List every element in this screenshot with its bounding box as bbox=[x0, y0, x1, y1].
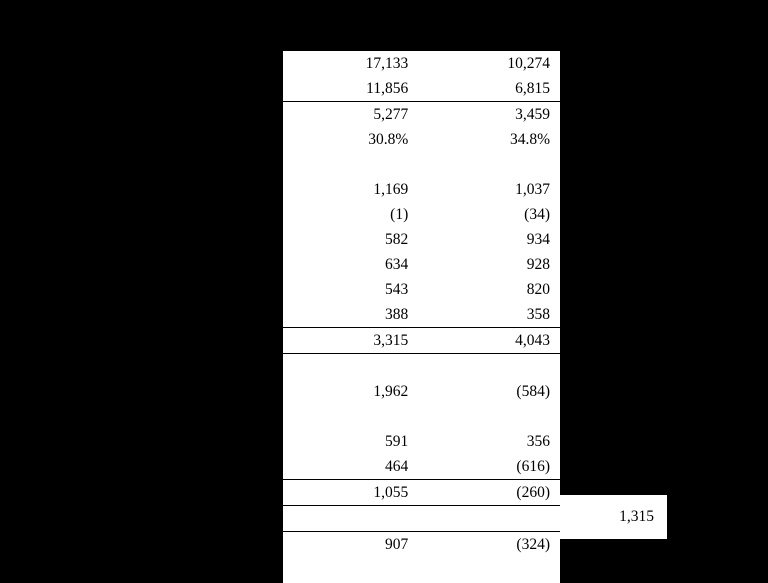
table-cell-value: 1,055 bbox=[283, 480, 424, 506]
table-cell-value: 356 bbox=[526, 433, 550, 450]
table-cell-empty bbox=[424, 354, 560, 380]
table-cell-value: 17,133 bbox=[283, 51, 424, 77]
table-row-subtotal bbox=[283, 328, 560, 354]
table-cell-value: 928 bbox=[526, 256, 550, 273]
side-figure-panel bbox=[560, 495, 667, 539]
table-cell-percent: 34.8% bbox=[509, 131, 550, 148]
table-cell-value: 1,169 bbox=[373, 181, 409, 198]
table-cell-value: 358 bbox=[424, 302, 560, 328]
table-cell-empty bbox=[283, 152, 424, 177]
table-cell-value: 907 bbox=[283, 532, 424, 558]
table-row bbox=[283, 302, 560, 328]
table-cell-empty bbox=[283, 506, 424, 532]
table-row bbox=[283, 227, 560, 252]
table-cell-empty bbox=[424, 404, 560, 429]
table-cell-empty bbox=[283, 354, 424, 380]
table-cell-value: (260) bbox=[424, 480, 560, 506]
table-row bbox=[283, 76, 560, 102]
table-cell-value: 3,459 bbox=[515, 106, 550, 123]
table-cell-empty bbox=[283, 404, 424, 429]
table-cell-percent: 30.8% bbox=[368, 131, 409, 148]
table-cell-value: 820 bbox=[526, 281, 550, 298]
table-row bbox=[283, 102, 560, 128]
table-cell-value: (324) bbox=[424, 532, 560, 558]
table-cell-value: 11,856 bbox=[283, 76, 424, 102]
table-row-spacer bbox=[283, 152, 560, 177]
table-cell-value: 1,037 bbox=[515, 181, 550, 198]
table-row-spacer bbox=[283, 506, 560, 532]
table-cell-value: 5,277 bbox=[373, 106, 409, 123]
side-figure-value: 1,315 bbox=[619, 508, 654, 525]
table-cell-value: 591 bbox=[384, 433, 409, 450]
table-cell-value: 464 bbox=[283, 454, 424, 480]
table-row bbox=[283, 177, 560, 202]
table-cell-value: 582 bbox=[384, 231, 409, 248]
table-cell-value: 634 bbox=[384, 256, 409, 273]
table-cell-empty bbox=[424, 506, 560, 532]
table-row bbox=[283, 429, 560, 454]
table-cell-empty bbox=[424, 152, 560, 177]
table-cell-value: 10,274 bbox=[424, 51, 560, 77]
table-row-total bbox=[283, 532, 560, 558]
financial-table-panel bbox=[283, 50, 560, 583]
table-row bbox=[283, 127, 560, 152]
table-cell-value: (584) bbox=[516, 383, 550, 400]
table-cell-value: 543 bbox=[384, 281, 409, 298]
table-cell-value: 934 bbox=[526, 231, 550, 248]
table-row bbox=[283, 252, 560, 277]
table-cell-value: 388 bbox=[283, 302, 424, 328]
table-row bbox=[283, 454, 560, 480]
table-cell-value: 6,815 bbox=[424, 76, 560, 102]
table-row-spacer bbox=[283, 404, 560, 429]
table-cell-value: 3,315 bbox=[283, 328, 424, 354]
table-cell-value: 1,962 bbox=[373, 383, 409, 400]
table-cell-value: (616) bbox=[424, 454, 560, 480]
table-row-subtotal bbox=[283, 480, 560, 506]
financial-table-body bbox=[283, 51, 560, 558]
table-cell-value: (1) bbox=[390, 206, 409, 223]
financial-table bbox=[283, 50, 560, 557]
table-row bbox=[283, 379, 560, 404]
table-cell-value: (34) bbox=[524, 206, 550, 223]
table-row bbox=[283, 51, 560, 77]
table-row bbox=[283, 277, 560, 302]
table-cell-value: 4,043 bbox=[424, 328, 560, 354]
table-row-spacer bbox=[283, 354, 560, 380]
table-row bbox=[283, 202, 560, 227]
